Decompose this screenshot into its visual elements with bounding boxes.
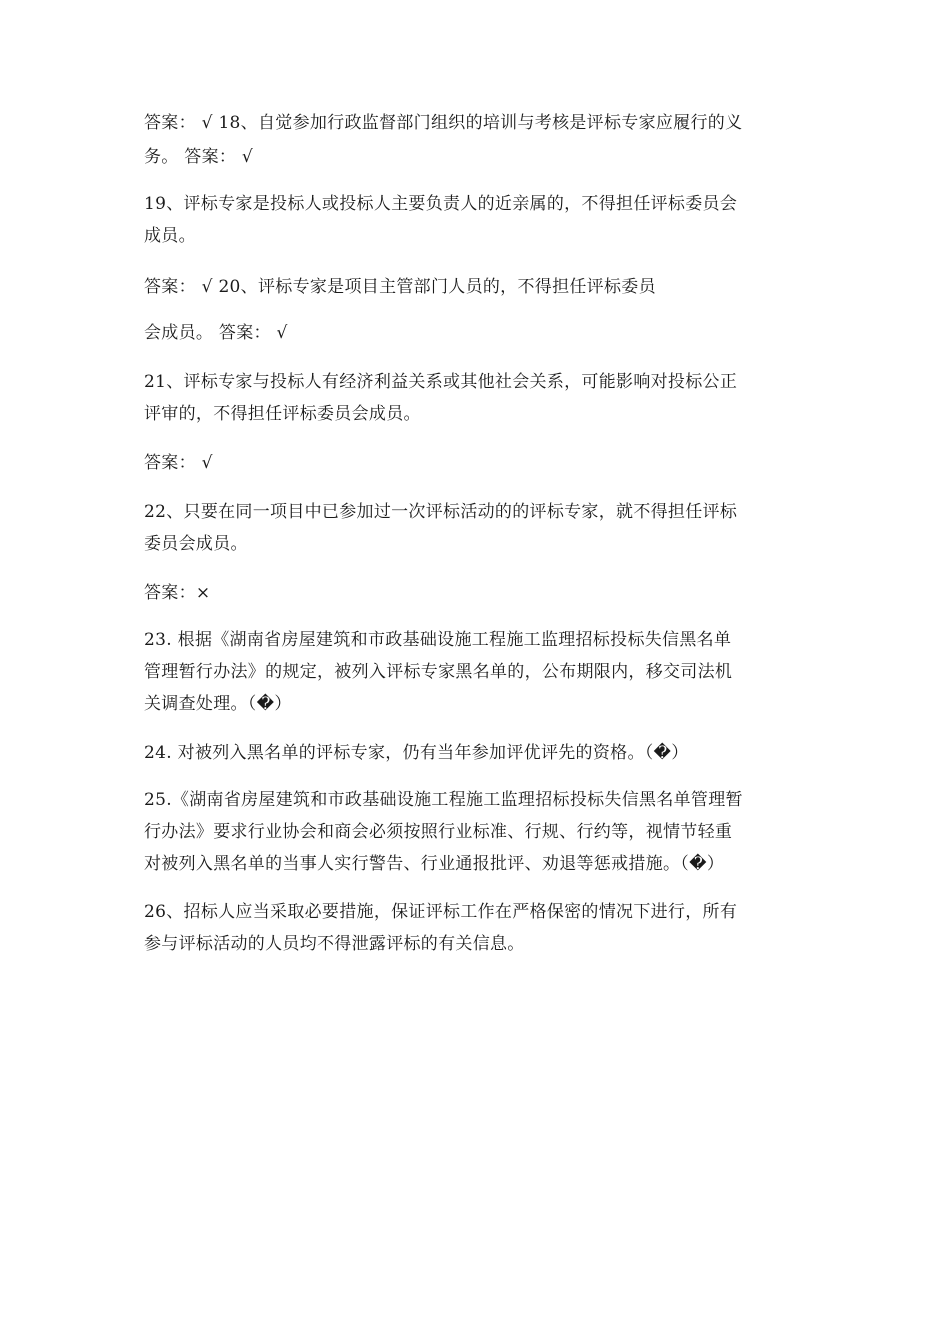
text-line: 24. 对被列入黑名单的评标专家，仍有当年参加评优评先的资格。（�） — [144, 743, 689, 763]
text-line: 务。 答案： √ — [144, 147, 254, 167]
text-line: 关调查处理。（�） — [144, 694, 292, 714]
text-line: 25.《湖南省房屋建筑和市政基础设施工程施工监理招标投标失信黑名单管理暂 — [144, 790, 743, 810]
paragraph-q25 — [144, 784, 804, 880]
text-line: 会成员。 答案： √ — [144, 323, 288, 343]
text-line: 参与评标活动的人员均不得泄露评标的有关信息。 — [144, 934, 525, 954]
paragraph-q21 — [144, 366, 804, 430]
paragraph-q19 — [144, 188, 804, 252]
text-line: 评审的，不得担任评标委员会成员。 — [144, 404, 421, 424]
text-line: 答案： √ — [144, 453, 213, 473]
text-line: 23. 根据《湖南省房屋建筑和市政基础设施工程施工监理招标投标失信黑名单 — [144, 630, 732, 650]
text-line: 26、招标人应当采取必要措施，保证评标工作在严格保密的情况下进行，所有 — [144, 902, 738, 922]
paragraph-q20 — [144, 270, 804, 350]
paragraph-q22-answer — [144, 576, 804, 610]
paragraph-q26 — [144, 896, 804, 960]
text-line: 19、评标专家是投标人或投标人主要负责人的近亲属的，不得担任评标委员会 — [144, 194, 738, 214]
text-line: 委员会成员。 — [144, 534, 248, 554]
document-body — [144, 106, 804, 976]
paragraph-q22 — [144, 496, 804, 560]
text-line: 答案： √ 18、自觉参加行政监督部门组织的培训与考核是评标专家应履行的义 — [144, 113, 743, 133]
paragraph-q18-answer — [144, 106, 804, 174]
text-line: 21、评标专家与投标人有经济利益关系或其他社会关系，可能影响对投标公正 — [144, 372, 738, 392]
text-line: 行办法》要求行业协会和商会必须按照行业标准、行规、行约等，视情节轻重 — [144, 822, 733, 842]
text-line: 22、只要在同一项目中已参加过一次评标活动的的评标专家，就不得担任评标 — [144, 502, 738, 522]
text-line: 成员。 — [144, 226, 196, 246]
text-line: 答案： √ 20、评标专家是项目主管部门人员的，不得担任评标委员 — [144, 277, 656, 297]
text-line: 对被列入黑名单的当事人实行警告、行业通报批评、劝退等惩戒措施。（�） — [144, 854, 725, 874]
paragraph-q23 — [144, 624, 804, 720]
paragraph-q24 — [144, 736, 804, 770]
text-line: 管理暂行办法》的规定，被列入评标专家黑名单的，公布期限内，移交司法机 — [144, 662, 733, 682]
text-line: 答案：× — [144, 583, 211, 603]
paragraph-q21-answer — [144, 446, 804, 480]
